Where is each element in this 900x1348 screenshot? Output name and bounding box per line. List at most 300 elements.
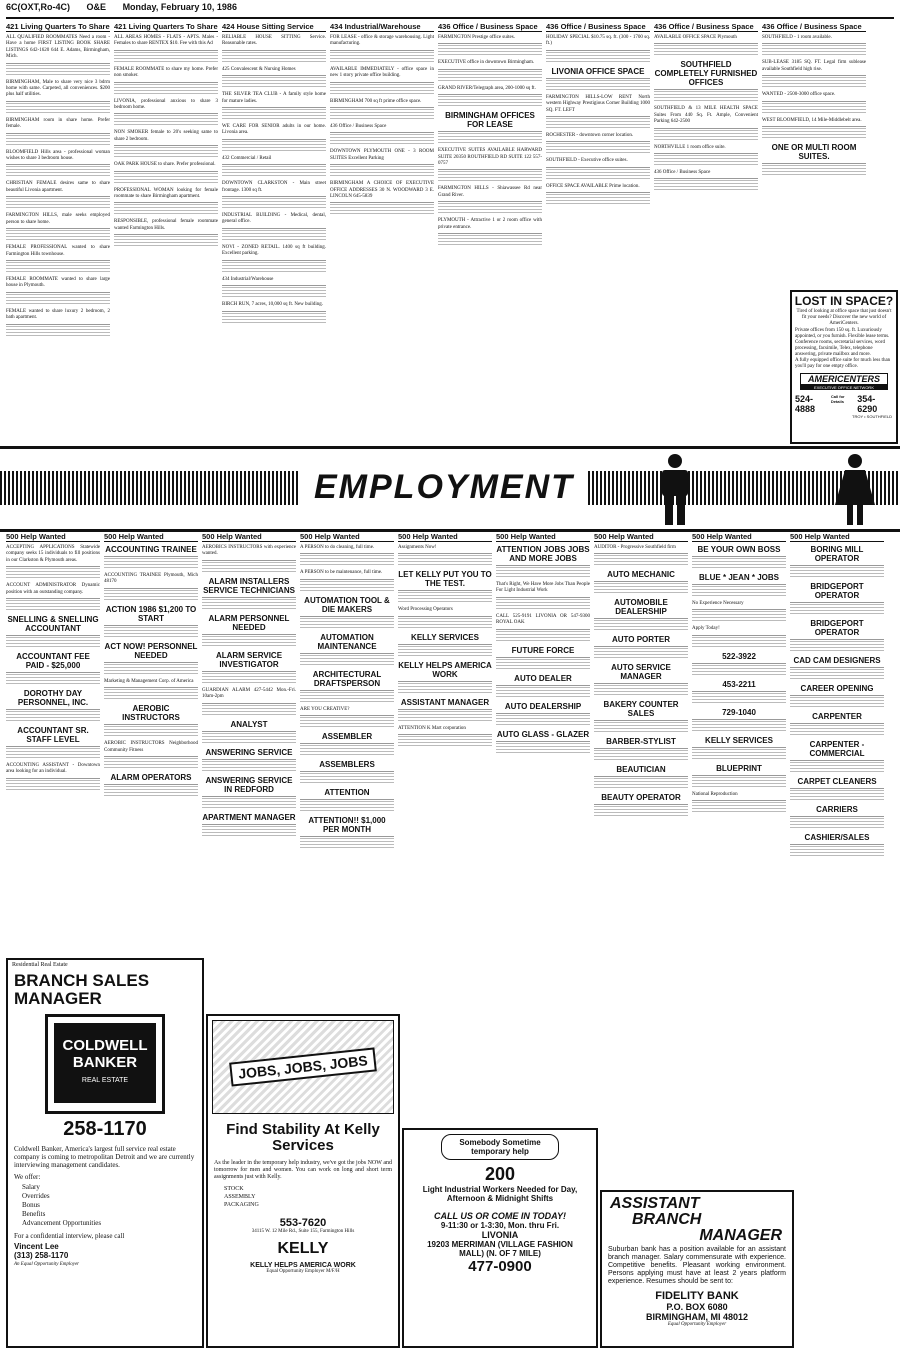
ad-body-filler [546, 143, 650, 155]
section-header: 500 Help Wanted [594, 532, 688, 542]
ad-body-filler [438, 71, 542, 83]
cb-logo-line3: REAL ESTATE [81, 1077, 129, 1084]
ad-body-filler [438, 235, 542, 247]
bank-name: FIDELITY BANK [655, 1290, 739, 1302]
classified-ad: ATTENTION [300, 787, 394, 800]
ad-body-filler [222, 230, 326, 242]
ad-body-filler [222, 52, 326, 64]
ad-body-filler [222, 166, 326, 178]
ad-body-filler [104, 627, 198, 639]
ad-body-filler [594, 722, 688, 734]
classified-ad: BAKERY COUNTER SALES [594, 699, 688, 721]
ameri-phone-2: 354-6290 [857, 394, 878, 414]
classified-ad: EXECUTIVE SUITES AVAILABLE HARWARD SUITE 20350 ROUTHFIELD RD SUITE 122 557-0757 [438, 147, 542, 170]
ad-body-filler [496, 567, 590, 579]
classified-ad: SOUTHFIELD & 13 MILE HEALTH SPACE Suites From 440 Sq. Ft. Ample, Convenient Parking 642-2500 [654, 105, 758, 128]
ad-body-filler [762, 103, 866, 115]
classified-ad: ASSISTANT MANAGER [398, 697, 492, 710]
masthead-rule [6, 17, 894, 19]
classified-ad: KELLY SERVICES [692, 735, 786, 748]
classified-column [546, 22, 650, 442]
classified-ad: ANSWERING SERVICE [202, 747, 296, 760]
ad-body-filler [202, 673, 296, 685]
coldwell-banker-ad [6, 958, 204, 1348]
classified-ad: Word Processing Operators [398, 606, 492, 616]
classified-ad: KELLY HELPS AMERICA WORK [398, 660, 492, 682]
classified-ad: WANTED - 2500-3000 office space. [762, 91, 866, 101]
classified-ad: ANALYST [202, 719, 296, 732]
classified-ad: BIRMINGHAM, Male to share very nice 3 bdrm home with same. Carpeted, all conveniences. $200 plus half utilities. [6, 79, 110, 102]
ad-body-filler [300, 801, 394, 813]
classified-ad: BIRMINGHAM room in share home. Prefer female. [6, 117, 110, 134]
classified-ad: BORING MILL OPERATOR [790, 544, 884, 566]
ad-body-filler [330, 166, 434, 178]
ad-body-filler [6, 326, 110, 338]
ad-body-filler [762, 165, 866, 177]
classified-ad: RESPONSIBLE, professional female roommate wanted Farmington Hills. [114, 218, 218, 235]
section-header: 500 Help Wanted [104, 532, 198, 542]
ad-body-filler [398, 711, 492, 723]
ad-body-filler [692, 802, 786, 814]
ameri-logo: AMERICENTERS [800, 373, 888, 385]
classified-ad: ALARM OPERATORS [104, 772, 198, 785]
ss-address: 19203 MERRIMAN (VILLAGE FASHION MALL) (N. OF 7 MILE) [427, 1240, 573, 1258]
ad-body-filler [202, 562, 296, 574]
ad-body-filler [202, 798, 296, 810]
ad-body-filler [790, 762, 884, 774]
ad-body-filler [6, 230, 110, 242]
ad-body-filler [790, 567, 884, 579]
banner-title: EMPLOYMENT [300, 467, 588, 507]
classified-column [104, 532, 198, 1008]
ad-body-filler [6, 294, 110, 306]
classified-ad: ARE YOU CREATIVE? [300, 706, 394, 716]
classified-ad: AVAILABLE OFFICE SPACE Plymouth [654, 34, 758, 44]
ad-body-filler [594, 685, 688, 697]
ss-phone: 477-0900 [468, 1258, 532, 1275]
classified-ad: INDUSTRIAL BUILDING - Medical, dental, general office. [222, 212, 326, 229]
cb-perk-item: Salary [22, 1183, 40, 1191]
ad-body-filler [300, 655, 394, 667]
classified-ad: DOWNTOWN CLARKSTON - Main street frontage. 1300 sq ft. [222, 180, 326, 197]
classified-column [6, 22, 110, 442]
classified-ad: FARMINGTON Prestige office suites. [438, 34, 542, 44]
ad-body-filler [594, 750, 688, 762]
section-header: 500 Help Wanted [790, 532, 884, 542]
classified-ad: ACCOUNTING ASSISTANT - Downtown area looking for an individual. [6, 762, 100, 779]
classified-ad: ACTION 1986 $1,200 TO START [104, 604, 198, 626]
ad-body-filler [330, 109, 434, 121]
classified-ad: THE SILVER TEA CLUB - A family style home for mature ladies. [222, 91, 326, 108]
ss-hours: 9-11:30 or 1-3:30, Mon. thru Fri. [440, 1221, 560, 1230]
ad-body-filler [222, 262, 326, 274]
kelly-skills-list [208, 1183, 398, 1211]
classified-ad: AEROBIC INSTRUCTORS [104, 703, 198, 725]
kelly-headline: Find Stability At Kelly Services [226, 1121, 380, 1154]
ad-body-filler [6, 748, 100, 760]
classified-ad: DOWNTOWN PLYMOUTH ONE - 3 ROOM SUITES Excellent Parking [330, 148, 434, 165]
classified-ad: CASHIER/SALES [790, 832, 884, 845]
ad-body-filler [398, 592, 492, 604]
ad-body-filler [692, 777, 786, 789]
kelly-logo: KELLY [277, 1240, 329, 1257]
classified-ad: AEROBICS INSTRUCTORS with experience wanted. [202, 544, 296, 561]
classified-ad: LIVONIA, professional anxious to share 3 bedroom home. [114, 98, 218, 115]
ad-body-filler [202, 733, 296, 745]
classified-ad: AUTO SERVICE MANAGER [594, 662, 688, 684]
kelly-skill-item: PACKAGING [224, 1202, 259, 1208]
classified-ad: AUTO MECHANIC [594, 569, 688, 582]
classified-ad: BIRCH RUN, 7 acres, 10,000 sq ft. New building. [222, 301, 326, 311]
classified-ad: 434 Industrial/Warehouse [222, 276, 326, 286]
ad-body-filler [222, 141, 326, 153]
classified-ad: ACT NOW! PERSONNEL NEEDED [104, 641, 198, 663]
ad-body-filler [6, 103, 110, 115]
ad-body-filler [692, 637, 786, 649]
classified-ad: FEMALE wanted to share luxury 2 bedroom, 2 bath apartment. [6, 308, 110, 325]
classified-column [6, 532, 100, 952]
ad-body-filler [300, 838, 394, 850]
ad-body-filler [692, 558, 786, 570]
classified-column [330, 22, 434, 442]
ad-body-filler [692, 586, 786, 598]
ad-body-filler [222, 77, 326, 89]
classified-column [398, 532, 492, 1122]
ad-body-filler [6, 711, 100, 723]
ad-body-filler [654, 45, 758, 57]
ad-body-filler [114, 204, 218, 216]
cb-logo-line1: COLDWELL [62, 1037, 148, 1054]
classified-ad: No Experience Necessary [692, 600, 786, 610]
classified-column [496, 532, 590, 1182]
ad-body-filler [222, 313, 326, 325]
classified-column [222, 22, 326, 442]
classified-ad: BRIDGEPORT OPERATOR [790, 581, 884, 603]
ad-body-filler [438, 45, 542, 57]
classified-ad: WEST BLOOMFIELD, 14 Mile-Middlebelt area. [762, 117, 866, 127]
ad-body-filler [438, 96, 542, 108]
ad-body-filler [438, 133, 542, 145]
section-header: 421 Living Quarters To Share [114, 22, 218, 31]
ameri-headline: LOST IN SPACE? [794, 294, 894, 308]
ad-body-filler [114, 52, 218, 64]
classified-ad: ATTENTION JOBS JOBS AND MORE JOBS [496, 544, 590, 566]
classified-ad: LET KELLY PUT YOU TO THE TEST. [398, 569, 492, 591]
classified-ad: PLYMOUTH - Attractive 1 or 2 room office with private entrance. [438, 217, 542, 234]
ad-body-filler [692, 611, 786, 623]
classified-ad: NON SMOKER female to 20's seeking same to share 2 bedroom. [114, 129, 218, 146]
ad-body-filler [330, 204, 434, 216]
classified-ad: OFFICE SPACE AVAILABLE Prime location. [546, 183, 650, 193]
kelly-tagline: KELLY HELPS AMERICA WORK [250, 1262, 356, 1269]
ad-body-filler [300, 717, 394, 729]
kelly-skill-item: STOCK [224, 1186, 244, 1192]
ad-body-filler [496, 687, 590, 699]
classified-ad: SOUTHFIELD - Executive office suites. [546, 157, 650, 167]
classified-ad: EXECUTIVE office in downtown Birmingham. [438, 59, 542, 69]
ad-body-filler [202, 599, 296, 611]
classified-ad: 436 Office / Business Space [330, 123, 434, 133]
classified-ad: FEMALE ROOMMATE wanted to share large house in Plymouth. [6, 276, 110, 293]
ameri-call: Call for Details [830, 394, 845, 404]
cb-logo-line2: BANKER [72, 1054, 138, 1071]
ad-body-filler [438, 171, 542, 183]
classified-ad: AVAILABLE IMMEDIATELY - office space in new 1 story private office building. [330, 66, 434, 83]
ad-body-filler [6, 166, 110, 178]
ad-body-filler [496, 659, 590, 671]
classified-ad: AUTO DEALER [496, 673, 590, 686]
section-header: 436 Office / Business Space [438, 22, 542, 32]
bank-title-2: BRANCH [632, 1211, 702, 1228]
classified-ad: BIRMINGHAM A CHOICE OF EXECUTIVE OFFICE ADDRESSES 30 N. WOODWARD 3 E. LINCOLN 645-5839 [330, 180, 434, 203]
ad-body-filler [104, 689, 198, 701]
ad-body-filler [104, 758, 198, 770]
section-header: 436 Office / Business Space [654, 22, 758, 32]
classified-ad: ALARM SERVICE INVESTIGATOR [202, 650, 296, 672]
ad-body-filler [6, 262, 110, 274]
kelly-body: As the leader in the temporary help industry, we've got the jobs NOW and tomorrow for men and women. You can work on long and short term assignments just with Kelly. [214, 1160, 392, 1180]
kelly-stability-ad [206, 1014, 400, 1348]
classified-ad: ATTENTION K Mart corporation [398, 725, 492, 735]
classified-ad: AUTOMATION TOOL & DIE MAKERS [300, 595, 394, 617]
classified-column [114, 22, 218, 442]
classified-ad: ATTENTION!! $1,000 PER MONTH [300, 815, 394, 837]
classified-ad: NOVI - ZONED RETAIL. 1400 sq ft building. Excellent parking. [222, 244, 326, 261]
ss-call: CALL US OR COME IN TODAY! [433, 1211, 566, 1221]
section-header: 436 Office / Business Space [546, 22, 650, 32]
americenters-ad [790, 290, 898, 444]
section-header: 500 Help Wanted [496, 532, 590, 542]
classified-ad: A PERSON to do cleaning, full time. [300, 544, 394, 554]
ad-body-filler [114, 236, 218, 248]
classified-ad: GUARDIAN ALARM 427-5442 Mon.-Fri. 10am-2pm [202, 687, 296, 704]
ad-body-filler [398, 618, 492, 630]
cb-title: BRANCH SALES MANAGER [14, 971, 150, 1008]
ad-body-filler [300, 555, 394, 567]
ad-body-filler [330, 134, 434, 146]
ad-body-filler [398, 736, 492, 748]
classified-ad: RELIABLE HOUSE SITTING Service. Reasonable rates. [222, 34, 326, 51]
classified-ad: BIRMINGHAM OFFICES FOR LEASE [438, 110, 542, 132]
section-header: 500 Help Wanted [398, 532, 492, 542]
classified-ad: ALARM PERSONNEL NEEDED [202, 613, 296, 635]
classified-column [790, 532, 884, 1342]
ad-body-filler [654, 155, 758, 167]
classified-ad: 522-3922 [692, 651, 786, 664]
classified-ad: ANSWERING SERVICE IN REDFORD [202, 775, 296, 797]
ad-body-filler [104, 558, 198, 570]
ad-body-filler [6, 780, 100, 792]
ad-body-filler [692, 749, 786, 761]
classified-ad: ARCHITECTURAL DRAFTSPERSON [300, 669, 394, 691]
paper-name: O&E [86, 2, 107, 12]
ad-body-filler [6, 65, 110, 77]
ss-headline: Light Industrial Workers Needed for Day, Afternoon & Midnight Shifts [422, 1185, 578, 1203]
classified-ad: ONE OR MULTI ROOM SUITES. [762, 142, 866, 164]
ad-body-filler [202, 636, 296, 648]
ad-body-filler [398, 683, 492, 695]
classified-ad: ALL AREAS HOMES - FLATS - APTS. Males - Females to share RENTEX $10. Fee with this Ad [114, 34, 218, 51]
ad-body-filler [300, 773, 394, 785]
ad-body-filler [330, 52, 434, 64]
section-header: 424 House Sitting Service [222, 22, 326, 32]
ad-body-filler [594, 583, 688, 595]
classified-ad: BIRMINGHAM 700 sq ft prime office space. [330, 98, 434, 108]
ad-body-filler [104, 664, 198, 676]
ad-body-filler [104, 786, 198, 798]
classified-ad: BLUEPRINT [692, 763, 786, 776]
kelly-art [212, 1020, 394, 1114]
ad-body-filler [762, 45, 866, 57]
cb-section: Residential Real Estate [12, 962, 68, 968]
bank-eeo: Equal Opportunity Employer [667, 1322, 727, 1327]
ad-body-filler [6, 674, 100, 686]
ad-body-filler [546, 80, 650, 92]
cb-perk-item: Bonus [22, 1201, 40, 1209]
classified-ad: ROCHESTER - downtown corner location. [546, 132, 650, 142]
cb-eeo: An Equal Opportunity Employer [14, 1262, 80, 1267]
cb-perk-item: Overrides [22, 1192, 50, 1200]
ad-body-filler [202, 826, 296, 838]
ad-body-filler [104, 590, 198, 602]
man-figure-icon [650, 453, 700, 525]
classified-ad: ALARM INSTALLERS SERVICE TECHNICIANS [202, 576, 296, 598]
ad-body-filler [654, 180, 758, 192]
cb-offer: We offer: [14, 1173, 41, 1181]
classified-ad: 432 Commercial / Retail [222, 155, 326, 165]
classified-ad: FARMINGTON HILLS-LOW RENT North western Highway Prestigious Corner Building 1000 SQ. FT. LEFT [546, 94, 650, 117]
woman-figure-icon [830, 453, 880, 525]
classified-ad: That's Right, We Have More Jobs Than People For Light Industrial Work [496, 581, 590, 598]
classified-ad: SOUTHFIELD COMPLETELY FURNISHED OFFICES [654, 59, 758, 90]
classified-ad: AUTO DEALERSHIP [496, 701, 590, 714]
section-header: 434 Industrial/Warehouse [330, 22, 434, 32]
ad-body-filler [114, 173, 218, 185]
ad-body-filler [654, 91, 758, 103]
cb-perks-list [8, 1183, 202, 1228]
cb-contact-phone: (313) 258-1170 [14, 1251, 69, 1260]
classified-ad: ASSEMBLER [300, 731, 394, 744]
ss-location: LIVONIA [481, 1230, 519, 1240]
somebody-sometime-ad [402, 1128, 598, 1348]
classified-ad: BE YOUR OWN BOSS [692, 544, 786, 557]
ad-body-filler [300, 618, 394, 630]
bank-city: BIRMINGHAM, MI 48012 [645, 1312, 749, 1322]
section-header: 500 Help Wanted [202, 532, 296, 542]
classified-column [438, 22, 542, 442]
classified-ad: DOROTHY DAY PERSONNEL, INC. [6, 688, 100, 710]
ameri-sub: Tired of looking at office space that just doesn't fit your needs? Discover the new world of AmeriCenters. [796, 309, 892, 326]
cb-contact: For a confidential interview, please call [14, 1232, 125, 1240]
ad-body-filler [114, 84, 218, 96]
classified-ad: CHRISTIAN FEMALE desires same to share beautiful Livonia apartment. [6, 180, 110, 197]
classified-column [202, 532, 296, 1008]
classified-ad: WE CARE FOR SENIOR adults in our home. Livonia area. [222, 123, 326, 140]
classified-ad: LIVONIA OFFICE SPACE [546, 66, 650, 79]
classified-ad: CAD CAM DESIGNERS [790, 655, 884, 668]
classified-ad: FOR LEASE - office & storage warehousing. Light manufacturing. [330, 34, 434, 51]
ad-body-filler [202, 705, 296, 717]
ad-body-filler [300, 692, 394, 704]
classified-column [692, 532, 786, 1188]
ad-body-filler [790, 697, 884, 709]
classified-column [762, 22, 866, 286]
ad-body-filler [222, 109, 326, 121]
kelly-address: 34115 W. 12 Mile Rd., Suite 155, Farmington Hills [251, 1229, 355, 1234]
classified-column [654, 22, 758, 442]
ameri-bullet: Private offices from 150 sq. ft. Luxuriously appointed, or you furnish. Flexible lease terms. [795, 328, 890, 339]
classified-ad: CARRIERS [790, 804, 884, 817]
classified-ad: 425 Convalescent & Nursing Homes [222, 66, 326, 76]
ad-body-filler [6, 568, 100, 580]
ad-body-filler [114, 147, 218, 159]
ad-body-filler [6, 198, 110, 210]
classified-ad: BEAUTY OPERATOR [594, 792, 688, 805]
section-header: 421 Living Quarters To Share [6, 22, 110, 31]
ameri-bullet: Conference rooms, secretarial services, word processing, facsimile, Telex, telephone answering, private mailbox and more. [795, 340, 885, 357]
classified-ad: National Reproduction [692, 791, 786, 801]
ad-body-filler [546, 169, 650, 181]
classified-ad: FEMALE PROFESSIONAL wanted to share Farmington Hills townhouse. [6, 244, 110, 261]
ad-body-filler [692, 665, 786, 677]
classified-ad: ASSEMBLERS [300, 759, 394, 772]
classified-ad: OAK PARK HOUSE to share. Prefer professional. [114, 161, 218, 171]
classified-ad: NORTHVILLE 1 room office suite. [654, 144, 758, 154]
bank-body: Suburban bank has a position available for an assistant branch manager. Salary commensurate with experience. Competitive benefits. Pleasant working environment. Persons applying must have at least 2 years platform experience. Resumes should be sent to: [608, 1246, 786, 1285]
ad-body-filler [104, 726, 198, 738]
page-number: 6C(OXT,Ro-4C) [6, 2, 71, 12]
ad-body-filler [330, 84, 434, 96]
ad-body-filler [6, 135, 110, 147]
classified-ad: ACCOUNTING TRAINEE Plymouth, Mich 48170 [104, 572, 198, 589]
ad-body-filler [6, 637, 100, 649]
ad-body-filler [594, 555, 688, 567]
classified-ad: AUTOMOBILE DEALERSHIP [594, 597, 688, 619]
section-header: 436 Office / Business Space [762, 22, 866, 32]
classified-ad: FARMINGTON HILLS, male seeks employed person to share home. [6, 212, 110, 229]
ad-body-filler [114, 115, 218, 127]
employment-banner [0, 446, 900, 532]
classified-column [594, 532, 688, 1182]
classified-ad: PROFESSIONAL WOMAN looking for female roommate to share Birmingham apartment. [114, 187, 218, 204]
classified-ad: FEMALE ROOMMATE to share my home. Prefer non smoker. [114, 66, 218, 83]
ss-count: 200 [484, 1164, 516, 1184]
ad-body-filler [790, 641, 884, 653]
classified-ad: ACCOUNTANT FEE PAID - $25,000 [6, 651, 100, 673]
classified-ad: AEROBIC INSTRUCTORS Neighborhood Community Fitness [104, 740, 198, 757]
bank-box: P.O. BOX 6080 [666, 1302, 728, 1312]
classified-ad: BLOOMFIELD Hills area - professional woman wishes to share 3 bedroom house. [6, 149, 110, 166]
section-header: 500 Help Wanted [300, 532, 394, 542]
classified-ad: SOUTHFIELD - 1 room available. [762, 34, 866, 44]
kelly-eeo: Equal Opportunity Employer M/F/H [266, 1269, 340, 1274]
ad-body-filler [790, 818, 884, 830]
classified-ad: AUTO GLASS - GLAZER [496, 729, 590, 742]
ad-body-filler [654, 130, 758, 142]
ad-body-filler [398, 646, 492, 658]
ad-body-filler [790, 669, 884, 681]
issue-date: Monday, February 10, 1986 [122, 2, 237, 12]
classified-ad: FUTURE FORCE [496, 645, 590, 658]
classified-ad: AUDITOR - Progressive Southfield firm [594, 544, 688, 554]
classified-ad: ACCOUNT ADMINISTRATOR Dynamic position with an outstanding company. [6, 582, 100, 599]
ad-body-filler [496, 599, 590, 611]
ad-body-filler [594, 648, 688, 660]
ad-body-filler [762, 128, 866, 140]
ad-body-filler [790, 846, 884, 858]
ad-body-filler [546, 52, 650, 64]
classified-ad: HOLIDAY SPECIAL $10.75 sq. ft. (300 - 1700 sq. ft.) [546, 34, 650, 51]
